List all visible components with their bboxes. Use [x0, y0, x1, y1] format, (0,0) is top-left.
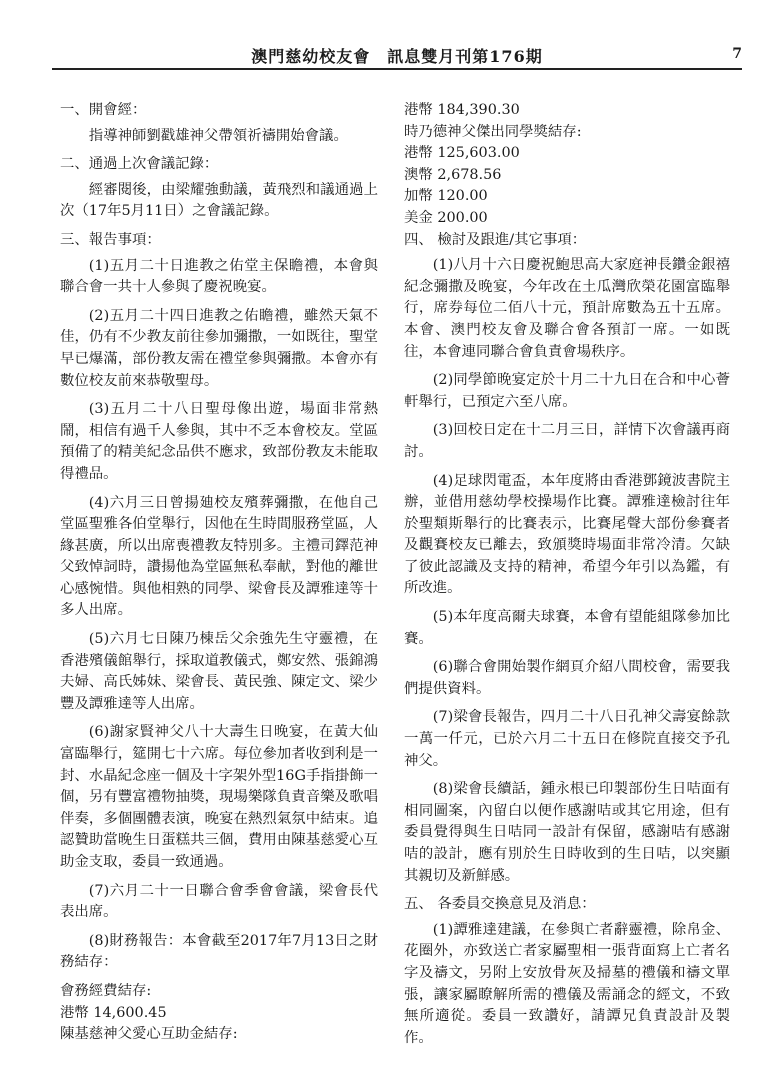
paragraph: (5)本年度高爾夫球賽，本會有望能組隊參加比賽。: [404, 609, 730, 647]
paragraph: (1)八月十六日慶祝鮑思高大家庭神長鑽金銀禧紀念彌撒及晚宴，今年改在土瓜灣欣榮花園富臨舉行，席券每位二佰八十元，預計席數為五十五席。本會、澳門校友會及聯合會各預訂一席。一如既往，本會連同聯合會負責會場秩序。: [404, 257, 730, 360]
finance-line: 港幣 14,600.45: [60, 1004, 167, 1021]
paragraph: 指導神師劉戳雄神父帶領祈禱開始會議。: [88, 127, 348, 144]
paragraph: (6)聯合會開始製作網頁介紹八間校會，需要我們提供資料。: [404, 659, 730, 697]
section-heading: 三、報告事項：: [60, 231, 161, 248]
page-header: [52, 38, 742, 70]
finance-line: 港幣 125,603.00: [404, 145, 520, 162]
finance-line: 澳幣 2,678.56: [404, 166, 502, 183]
section-heading: 二、通過上次會議記錄：: [60, 156, 219, 173]
newsletter-title: 澳門慈幼校友會 訊息雙月刊第176期: [251, 47, 543, 66]
finance-line: 港幣 184,390.30: [404, 102, 520, 118]
paragraph: (8)梁會長續話，鍾永根已印製部份生日咭面有相同圖案，內留白以便作感謝咭或其它用途，但有委員覺得與生日咭同一設計有保留，感謝咭有感謝咭的設計，應有別於生日時收到的生日咭，以突顯其親切及新鮮感。: [404, 781, 730, 884]
paragraph: (1)譚雅達建議，在參與亡者辭靈禮，除帛金、花圈外，亦致送亡者家屬聖相一張背面寫上亡者名字及禱文，另附上安放骨灰及掃墓的禮儀和禱文單張，讓家屬瞭解所需的禮儀及需誦念的經文，不致無所適從。委員一致讚好，請譚兄負責設計及製作。: [404, 921, 730, 1046]
finance-line: 美金 200.00: [404, 209, 488, 226]
page-number: 7: [732, 46, 742, 62]
paragraph: (7)梁會長報告，四月二十八日孔神父壽宴餘款一萬一仟元，已於六月二十五日在修院直接交予孔神父。: [404, 709, 730, 769]
paragraph: 經審閱後，由梁耀強動議，黃飛烈和議通過上次（17年5月11日）之會議記錄。: [60, 181, 378, 220]
finance-line: 會務經費結存:: [60, 982, 152, 999]
paragraph: (4)足球閃電盃，本年度將由香港鄧鏡波書院主辦，並借用慈幼學校操場作比賽。譚雅達檢討往年於聖類斯舉行的比賽表示，比賽尾聲大部份參賽者及觀賽校友已離去，致頒獎時場面非常冷清。欠缺了彼此認識及支持的精神，希望今年引以為鑑，有所改進。: [404, 472, 730, 597]
paragraph: (7)六月二十一日聯合會季會會議，梁會長代表出席。: [60, 882, 378, 921]
paragraph: (5)六月七日陳乃棟岳父余強先生守靈禮，在香港殯儀館舉行，採取道教儀式，鄭安然、張錦鴻夫婦、高氏姊妹、梁會長、黃民強、陳定文、梁少豐及譚雅達等人出席。: [60, 631, 378, 712]
paragraph: (3)回校日定在十二月三日，詳情下次會議再商討。: [404, 422, 730, 460]
paragraph: (1)五月二十日進教之佑堂主保瞻禮，本會與聯合會一共十人參與了慶祝晚宴。: [60, 257, 378, 296]
section-heading: 一、開會經：: [60, 102, 147, 118]
section-heading: 四、 檢討及跟進/其它事項：: [404, 231, 587, 248]
finance-line: 時乃德神父傑出同學獎結存:: [404, 123, 582, 140]
finance-line: 加幣 120.00: [404, 188, 488, 205]
paragraph: (6)謝家賢神父八十大壽生日晚宴，在黃大仙富臨舉行，筵開七十六席。每位參加者收到利是一封、水晶紀念座一個及十字架外型16G手指掛飾一個，另有豐富禮物抽獎，現場樂隊負責音樂及歌唱伴奏，多個團體表演，晚宴在熱烈氣氛中結束。追認贊助當晚生日蛋糕共三個，費用由陳基慈愛心互助金支取，委員一致通過。: [60, 724, 378, 870]
paragraph: (4)六月三日曾揚廸校友殯葬彌撒，在他自己堂區聖雅各伯堂舉行，因他在生時間服務堂區，人緣甚廣，所以出席喪禮教友特別多。主禮司鐸范神父致悼詞時，讚揚他為堂區無私奉献，對他的離世心感惋惜。與他相熟的同學、梁會長及譚雅達等十多人出席。: [60, 494, 378, 619]
paragraph: (2)五月二十四日進教之佑瞻禮，雖然天氣不佳，仍有不少教友前往參加彌撒，一如既往，聖堂早已爆滿，部份教友需在禮堂參與彌撒。本會亦有數位校友前來恭敬聖母。: [60, 307, 378, 389]
paragraph: (2)同學節晚宴定於十月二十九日在合和中心薈軒舉行，已預定六至八席。: [404, 372, 730, 410]
paragraph: (3)五月二十八日聖母像出遊，場面非常熱鬧，相信有過千人參與，其中不乏本會校友。堂區預備了的精美紀念品供不應求，致部份教友未能取得禮品。: [60, 401, 378, 482]
paragraph: (8)財務報告：本會截至2017年7月13日之財務結存：: [60, 932, 378, 971]
left-column: [60, 100, 378, 1046]
finance-line: 陳基慈神父愛心互助金結存:: [60, 1026, 238, 1043]
right-column: [404, 100, 730, 1056]
section-heading: 五、 各委員交換意見及消息：: [404, 896, 596, 913]
